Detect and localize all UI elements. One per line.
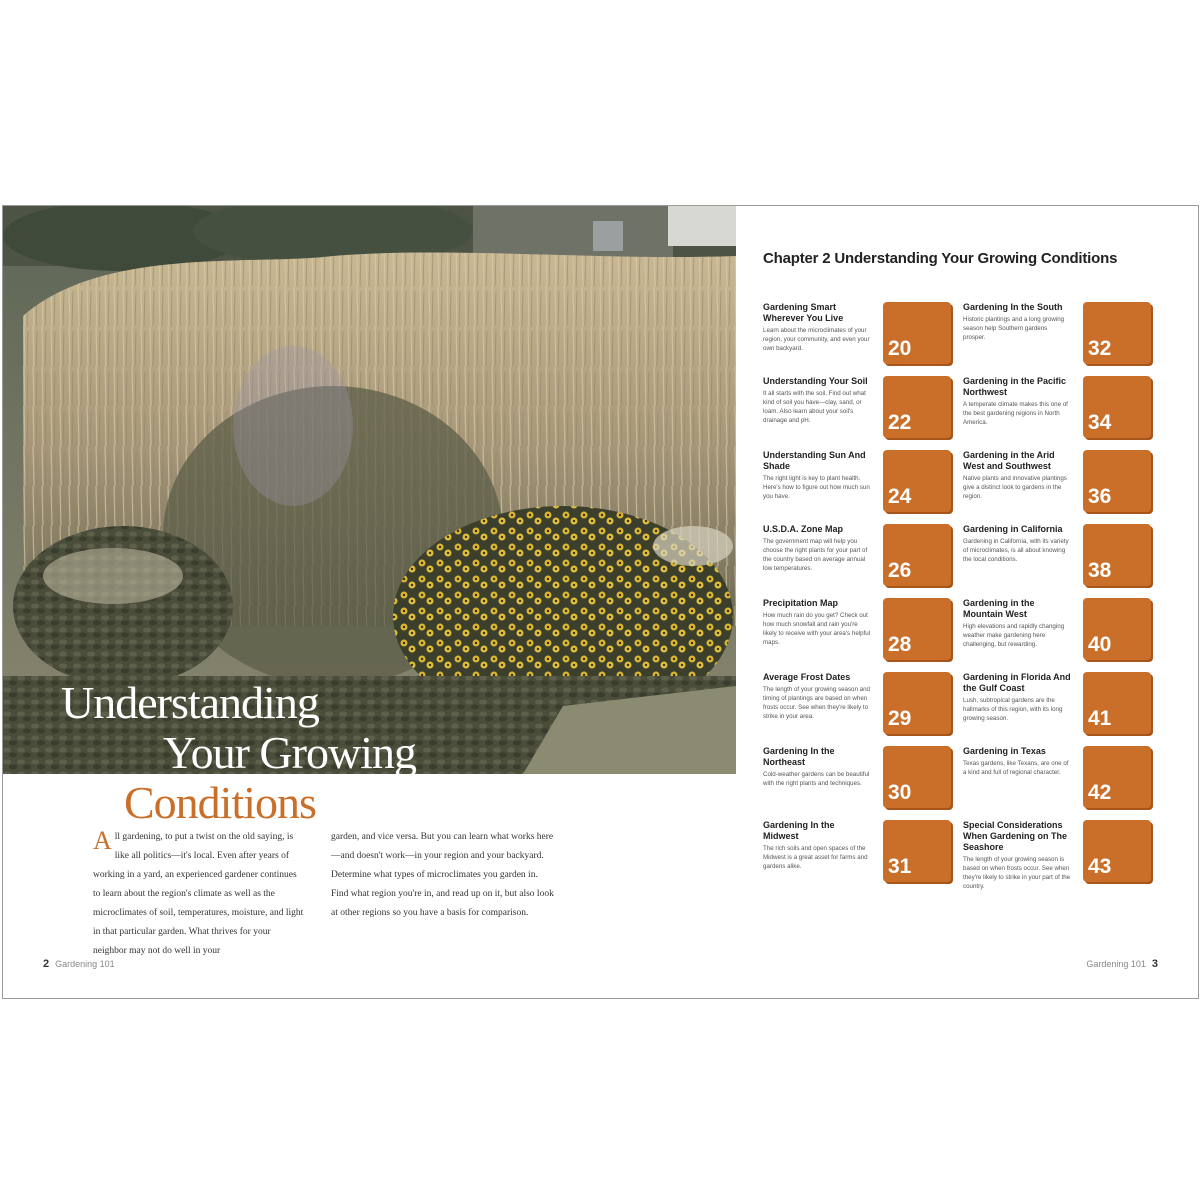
toc-entry-heading: Gardening in California [963,524,1063,534]
toc-page-badge[interactable] [883,450,951,512]
toc-page-badge[interactable] [1083,302,1151,364]
toc-page-badge[interactable] [1083,376,1151,438]
toc-entry-text [763,746,871,788]
toc-page-number: 26 [888,559,912,582]
toc-entry-description: High elevations and rapidly changing weather make gardening here challenging, but rewarding. [963,623,1065,648]
toc-entry-heading: Gardening in the Arid West and Southwest [963,450,1055,471]
toc-page-badge[interactable] [883,598,951,660]
toc-entry[interactable] [763,598,953,662]
toc-page-number: 41 [1088,707,1112,730]
toc-entry[interactable] [963,746,1153,810]
toc-entry-heading: U.S.D.A. Zone Map [763,524,844,534]
body-text-1: ll gardening, to put a twist on the old saying, is like all politics—it's local. Even after years of working in a yard, an experienced gardener continues to learn about the region's climate as well as the microclimates of soil, temperatures, moisture, and light in that particular garden. What thrives for your neighbor may not do well in your [93,832,304,956]
toc-entry[interactable] [963,376,1153,440]
toc-page-badge[interactable] [1083,450,1151,512]
toc-page-number: 24 [888,485,912,508]
toc-entry[interactable] [763,672,953,736]
toc-entry-text [963,376,1071,427]
toc-page-number: 43 [1088,855,1112,878]
toc-entry-heading: Gardening in Texas [963,746,1046,756]
toc-page-badge[interactable] [883,746,951,808]
drop-cap: A [93,826,112,855]
toc-entry-text [763,820,871,871]
toc-page-badge[interactable] [1083,524,1151,586]
toc-page-badge[interactable] [883,376,951,438]
toc-entry-description: A temperate climate makes this one of the best gardening regions in North America. [963,401,1068,426]
toc-entry-heading: Gardening in Florida And the Gulf Coast [963,672,1071,693]
toc-entry-description: The rich soils and open spaces of the Midwest is a great asset for farms and gardens alike. [763,845,868,870]
toc-page-number: 28 [888,633,912,656]
toc-page-badge[interactable] [1083,746,1151,808]
toc-entry[interactable] [763,376,953,440]
toc-entry[interactable] [763,524,953,588]
toc-page-number: 20 [888,337,912,360]
toc-entry-description: The length of your growing season and timing of plantings are based on when frosts occur. See when they're likely to strike in your area. [763,686,870,720]
toc-entry-text [963,672,1071,723]
body-column-1 [93,828,305,961]
body-column-2: garden, and vice versa. But you can learn what works here—and doesn't work—in your region and your backyard. Determine what types of microclimates you garden in. Find what region you're in, and read up on it, but also look at other regions so you have a basis for comparison. [331,832,554,918]
toc-entry-description: Gardening in California, with its variety of microclimates, is all about knowing the local conditions. [963,538,1069,563]
toc-page-badge[interactable] [883,302,951,364]
toc-page-badge[interactable] [883,820,951,882]
toc-entry[interactable] [763,820,953,884]
toc-page-number: 31 [888,855,912,878]
toc-entry-heading: Gardening Smart Wherever You Live [763,302,844,323]
toc-entry-heading: Special Considerations When Gardening on The Seashore [963,820,1067,852]
toc-entry-text [963,820,1071,891]
toc-page-number: 42 [1088,781,1112,804]
toc-entry-heading: Gardening In the South [963,302,1063,312]
toc-page-number: 34 [1088,411,1112,434]
toc-entry-heading: Precipitation Map [763,598,839,608]
toc-entry-text [763,376,871,425]
toc-entry-heading: Understanding Sun And Shade [763,450,866,471]
toc-page-badge[interactable] [1083,598,1151,660]
folio-text-left: Gardening 101 [55,959,115,969]
page-number-left: 2 [43,958,50,970]
toc-entry-description: It all starts with the soil. Find out what kind of soil you have—clay, sand, or loam. Also learn about your soil's drainage and pH. [763,390,866,424]
toc-entry-text [763,672,871,721]
toc-entry-text [963,746,1071,777]
toc-page-badge[interactable] [883,524,951,586]
toc-entry[interactable] [763,450,953,514]
toc-entry-text [963,598,1071,649]
toc-entry-description: Native plants and innovative plantings give a distinct look to gardens in the region. [963,475,1067,500]
chapter-title: Chapter 2 Understanding Your Growing Conditions [763,250,1118,267]
toc-page-number: 30 [888,781,912,804]
toc-page-number: 22 [888,411,912,434]
toc-entry-text [763,450,871,501]
toc-page-badge[interactable] [1083,672,1151,734]
toc-entry-text [963,302,1071,342]
toc-entry-description: How much rain do you get? Check out how much snowfall and rain you're likely to receive with your area's helpful maps. [763,612,871,646]
toc-page-number: 40 [1088,633,1112,656]
toc-entry-heading: Gardening In the Midwest [763,820,835,841]
folio-right [1086,958,1164,970]
toc-entry-text [763,302,871,353]
title-line-1: Understanding [61,677,319,728]
toc-entry[interactable] [763,746,953,810]
toc-page-badge[interactable] [883,672,951,734]
toc-page-number: 32 [1088,337,1112,360]
toc-entry-text [963,524,1071,564]
toc-entry-text [963,450,1071,501]
book-spread [2,205,1199,999]
toc-entry[interactable] [963,524,1153,588]
toc-entry[interactable] [963,598,1153,662]
title-line-3: Conditions [124,777,316,828]
page-number-right: 3 [1151,958,1158,970]
toc-page-number: 38 [1088,559,1112,582]
toc-entry-heading: Gardening in the Pacific Northwest [963,376,1067,397]
toc-entry-heading: Gardening in the Mountain West [963,598,1035,619]
toc-page-number: 36 [1088,485,1112,508]
toc-entry-description: Historic plantings and a long growing season help Southern gardens prosper. [963,316,1065,341]
toc-entry-heading: Average Frost Dates [763,672,851,682]
toc-entry-description: The government map will help you choose the right plants for your part of the country based on average annual low temperatures. [763,538,868,572]
toc-entry-text [763,598,871,647]
toc-entry[interactable] [963,302,1153,366]
toc-entry[interactable] [763,302,953,366]
folio-left [37,958,115,970]
toc-entry-text [763,524,871,573]
toc-page-badge[interactable] [1083,820,1151,882]
toc-page-number: 29 [888,707,912,730]
toc-entry[interactable] [963,820,1153,890]
toc-entry-heading: Understanding Your Soil [763,376,868,386]
toc-entry-heading: Gardening In the Northeast [763,746,835,767]
folio-text-right: Gardening 101 [1086,959,1146,969]
toc-entry-description: Cold-weather gardens can be beautiful with the right plants and techniques. [763,771,870,787]
table-of-contents [763,302,1155,912]
toc-entry-description: Texas gardens, like Texans, are one of a kind and full of regional character. [963,760,1069,776]
toc-entry[interactable] [963,672,1153,736]
toc-entry-description: Learn about the microclimates of your region, your community, and even your own backyard. [763,327,870,352]
title-line-2: Your Growing [163,727,416,778]
toc-entry-description: The right light is key to plant health. Here's how to figure out how much sun you have. [763,475,870,500]
toc-entry-description: The length of your growing season is based on when frosts occur. See when they're likely to strike in your part of the country. [963,856,1071,890]
toc-entry-description: Lush, subtropical gardens are the hallmarks of this region, with its long growing season. [963,697,1063,722]
toc-entry[interactable] [963,450,1153,514]
